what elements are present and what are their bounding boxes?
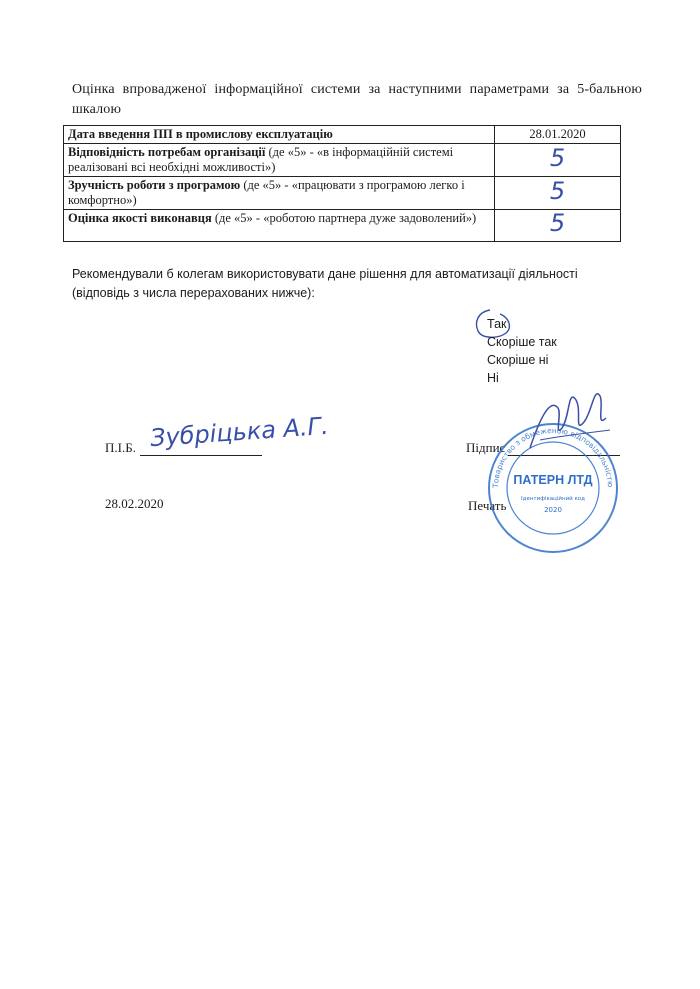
criterion-title: Відповідність потребам організації xyxy=(68,145,266,159)
option-yes: Так xyxy=(487,317,507,331)
answer-options xyxy=(487,315,557,387)
date-text: 28.02.2020 xyxy=(105,496,164,511)
table-row xyxy=(64,177,621,210)
handwritten-score: 5 xyxy=(549,209,566,237)
handwritten-score: 5 xyxy=(549,176,566,205)
signature-label: Підпис xyxy=(466,440,506,455)
value-cell xyxy=(495,210,621,242)
option-rather-yes: Скоріше так xyxy=(487,335,557,349)
criterion-title: Оцінка якості виконавця xyxy=(68,211,212,225)
criterion-title: Зручність роботи з програмою xyxy=(68,178,241,192)
criterion-cell xyxy=(64,126,495,144)
criterion-note: (де «5» - «працювати з програмою легко і комфортно») xyxy=(68,178,465,207)
criterion-title: Дата введення ПП в промислову експлуатацію xyxy=(68,127,333,141)
stamp-label: Печать xyxy=(468,498,507,513)
svg-text:Товариство з обмеженою відпові: Товариство з обмеженою відповідальністю xyxy=(490,425,616,489)
value-cell xyxy=(495,177,621,210)
intro-paragraph: Оцінка впровадженої інформаційної системи за наступними параметрами за 5-бальною шкалою xyxy=(72,82,642,117)
pib-handwritten-name: Зубріцька А.Г. xyxy=(149,411,330,453)
handwritten-score: 5 xyxy=(549,143,566,172)
pib-underline xyxy=(140,455,262,456)
pib-label: П.І.Б. xyxy=(105,440,136,455)
criterion-note: (де «5» - «роботою партнера дуже задоволений») xyxy=(211,211,477,225)
date-value: 28.01.2020 xyxy=(529,127,586,141)
table-row xyxy=(64,144,621,177)
svg-text:Ідентифікаційний код: Ідентифікаційний код xyxy=(521,496,585,502)
svg-text:2020: 2020 xyxy=(544,506,562,514)
criterion-cell xyxy=(64,177,495,210)
recommendation-question: Рекомендували б колегам використовувати дане рішення для автоматизації діяльності (відповідь з числа перерахованих нижче): xyxy=(72,267,578,300)
value-cell xyxy=(495,126,621,144)
table-row xyxy=(64,126,621,144)
handwritten-signature xyxy=(510,378,620,468)
svg-text:ПАТЕРН ЛТД: ПАТЕРН ЛТД xyxy=(513,473,593,487)
criterion-cell xyxy=(64,210,495,242)
criterion-cell xyxy=(64,144,495,177)
value-cell xyxy=(495,144,621,177)
table-row xyxy=(64,210,621,242)
option-rather-no: Скоріше ні xyxy=(487,353,549,367)
evaluation-table xyxy=(63,125,621,242)
option-no: Ні xyxy=(487,371,499,385)
criterion-note: (де «5» - «в інформаційній системі реалізовані всі необхідні можливості») xyxy=(68,145,454,174)
